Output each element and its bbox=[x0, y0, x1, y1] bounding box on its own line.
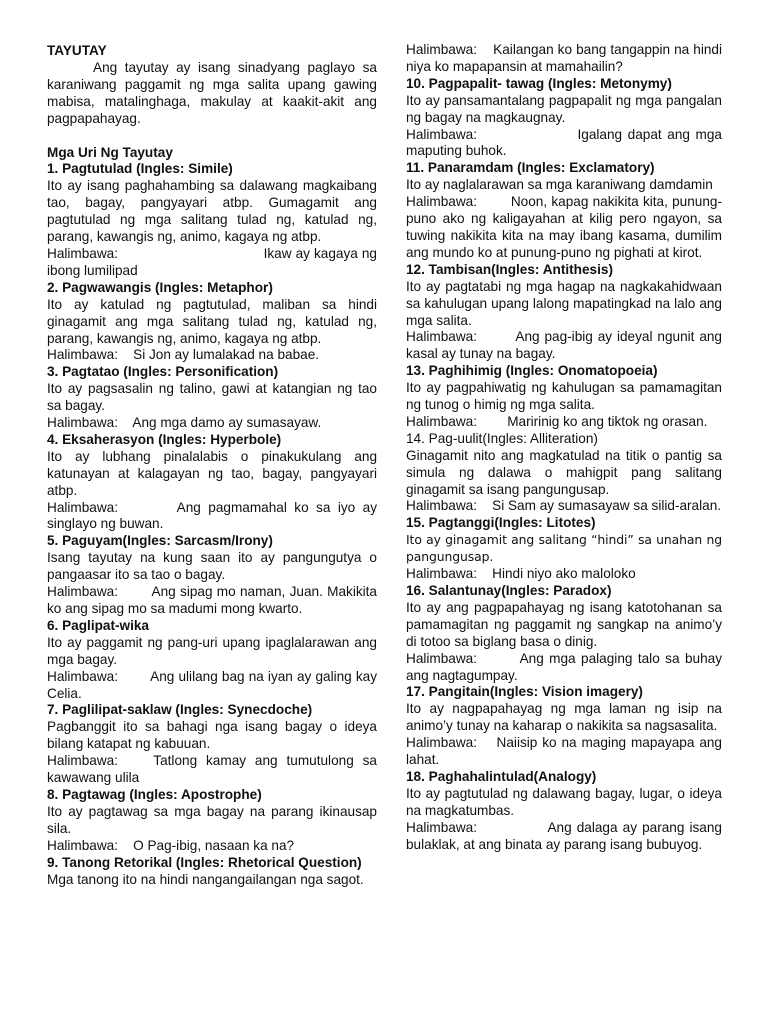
item-example: Halimbawa: Ang pagmamahal ko sa iyo ay singlayo ng buwan. bbox=[47, 499, 381, 532]
item-description: Ito ay katulad ng pagtutulad, maliban sa hindi ginagamit ang mga salitang tulad ng, katulad ng, parang, kawangis ng, animo, kagaya ng atbp. bbox=[47, 296, 377, 346]
item-example: Halimbawa: Ang sipag mo naman, Juan. Makikita ko ang sipag mo sa madumi mong kwarto. bbox=[47, 584, 381, 616]
item-heading: 5. Paguyam(Ingles: Sarcasm/Irony) bbox=[47, 533, 273, 549]
item-heading: 9. Tanong Retorikal (Ingles: Rhetorical Question) bbox=[47, 854, 362, 870]
item-heading: 12. Tambisan(Ingles: Antithesis) bbox=[406, 261, 613, 277]
right-column bbox=[406, 42, 726, 854]
item-example: Halimbawa: Ang dalaga ay parang isang bulaklak, at ang binata ay parang isang bubuyog. bbox=[406, 819, 726, 852]
item-heading: 13. Paghihimig (Ingles: Onomatopoeia) bbox=[406, 363, 658, 379]
item-heading: 4. Eksaherasyon (Ingles: Hyperbole) bbox=[47, 431, 282, 447]
item-example: Halimbawa: O Pag-ibig, nasaan ka na? bbox=[47, 837, 295, 853]
item-example: Halimbawa: Ang mga palaging talo sa buhay ang nagtagumpay. bbox=[406, 650, 726, 683]
item-heading: 7. Paglilipat-saklaw (Ingles: Synecdoche) bbox=[47, 702, 313, 718]
item-example: Halimbawa: Si Sam ay sumasayaw sa silid-aralan. bbox=[406, 498, 722, 514]
item-example: Halimbawa: Tatlong kamay ang tumutulong sa kawawang ulila bbox=[47, 753, 381, 786]
item-example: Halimbawa: Ang ulilang bag na iyan ay galing kay Celia. bbox=[47, 668, 381, 701]
spacer bbox=[47, 128, 377, 145]
item-description: Ito ay pagtutulad ng dalawang bagay, lugar, o ideya na magkatumbas. bbox=[406, 785, 722, 818]
item-heading: 1. Pagtutulad (Ingles: Simile) bbox=[47, 161, 233, 177]
item-heading: 14. Pag-uulit(Ingles: Alliteration) bbox=[406, 430, 598, 446]
item-heading: 16. Salantunay(Ingles: Paradox) bbox=[406, 583, 612, 598]
item-example: Halimbawa: Si Jon ay lumalakad na babae. bbox=[47, 347, 320, 363]
item-heading: 2. Pagwawangis (Ingles: Metaphor) bbox=[47, 279, 273, 295]
item-description: Ito ay pagtawag sa mga bagay na parang ikinausap sila. bbox=[47, 803, 377, 836]
item-example: Halimbawa: Noon, kapag nakikita kita, punung-puno ako ng kaligayahan at kilig pero ngayon, sa tuwing nakikita kita na may ibang kasama, dumilim ang mundo ko at punung-puno ng pighati at kirot. bbox=[406, 194, 726, 260]
item-heading: 11. Panaramdam (Ingles: Exclamatory) bbox=[406, 160, 655, 176]
item-description: Ginagamit nito ang magkatulad na titik o pantig sa simula ng dalawa o mahigpit pang salitang ginagamit sa isang pangungusap. bbox=[406, 447, 722, 497]
item-heading: 18. Paghahalintulad(Analogy) bbox=[406, 768, 597, 784]
item-description: Ito ay lubhang pinalalabis o pinakukulang ang katunayan at kalagayan ng tao, bagay, pangyayari atbp. bbox=[47, 448, 377, 498]
item-description: Ito ay isang paghahambing sa dalawang magkaibang tao, bagay, pangyayari atbp. Gumagamit ang pagtutulad ng mga salitang tulad ng, katulad ng, parang, kawangis ng, animo, kagaya ng atbp. bbox=[47, 178, 377, 245]
item-example: Halimbawa: Igalang dapat ang mga maputing buhok. bbox=[406, 126, 726, 159]
item-description: Mga tanong ito na hindi nangangailangan nga sagot. bbox=[47, 871, 364, 887]
item-description: Isang tayutay na kung saan ito ay pangungutya o pangaasar ito sa tao o bagay. bbox=[47, 550, 377, 583]
intro-paragraph: Ang tayutay ay isang sinadyang paglayo sa karaniwang paggamit ng mga salita upang gawing mabisa, matalinghaga, makulay at kaakit-akit ang pagpapahayag. bbox=[47, 59, 377, 126]
item-example: Halimbawa: Maririnig ko ang tiktok ng orasan. bbox=[406, 413, 708, 429]
item-heading: 10. Pagpapalit- tawag (Ingles: Metonymy) bbox=[406, 75, 672, 91]
item-description: Ito ay pagsasalin ng talino, gawi at katangian ng tao sa bagay. bbox=[47, 381, 377, 414]
item-heading: 8. Pagtawag (Ingles: Apostrophe) bbox=[47, 786, 262, 802]
item-example: Halimbawa: Hindi niyo ako maloloko bbox=[406, 566, 636, 582]
item-example: Halimbawa: Kailangan ko bang tangappin na hindi niya ko mapapansin at mamahailin? bbox=[406, 42, 726, 74]
item-description: Ito ay pagtatabi ng mga hagap na nagkakahidwaan sa kahulugan upang lalong mapatingkad na lalo ang mga salita. bbox=[406, 278, 722, 328]
document-title: TAYUTAY bbox=[47, 43, 107, 58]
item-description: Ito ay ginagamit ang salitang “hindi” sa unahan ng pangungusap. bbox=[406, 532, 722, 565]
item-description: Ito ay naglalarawan sa mga karaniwang damdamin bbox=[406, 177, 713, 193]
item-heading: 15. Pagtanggi(Ingles: Litotes) bbox=[406, 515, 596, 531]
item-description: Ito ay nagpapahayag ng mga laman ng isip na animo’y tunay na kaharap o nakikita sa nagsasalita. bbox=[406, 701, 722, 734]
item-description: Ito ay ang pagpapahayag ng isang katotohanan sa pamamagitan ng paggamit ng sangkap na animo’y di totoo sa biglang basa o dinig. bbox=[406, 599, 722, 649]
item-description: Pagbanggit ito sa bahagi nga isang bagay o ideya bilang katapat ng kabuuan. bbox=[47, 719, 377, 752]
item-heading: 6. Paglipat-wika bbox=[47, 617, 149, 633]
item-example: Halimbawa: Naiisip ko na maging mapayapa ang lahat. bbox=[406, 735, 726, 768]
left-column bbox=[47, 43, 381, 888]
item-example: Halimbawa: Ang mga damo ay sumasayaw. bbox=[47, 415, 322, 431]
section-title: Mga Uri Ng Tayutay bbox=[47, 144, 173, 160]
item-example: Halimbawa: Ikaw ay kagaya ng ibong lumilipad bbox=[47, 245, 381, 278]
item-description: Ito ay pansamantalang pagpapalit ng mga pangalan ng bagay na magkaugnay. bbox=[406, 92, 722, 125]
item-heading: 17. Pangitain(Ingles: Vision imagery) bbox=[406, 684, 643, 700]
item-example: Halimbawa: Ang pag-ibig ay ideyal ngunit ang kasal ay tunay na bagay. bbox=[406, 329, 726, 362]
item-description: Ito ay pagpahiwatig ng kahulugan sa pamamagitan ng tunog o himig ng mga salita. bbox=[406, 380, 722, 413]
item-description: Ito ay paggamit ng pang-uri upang ipaglalarawan ang mga bagay. bbox=[47, 634, 377, 667]
item-heading: 3. Pagtatao (Ingles: Personification) bbox=[47, 364, 279, 380]
